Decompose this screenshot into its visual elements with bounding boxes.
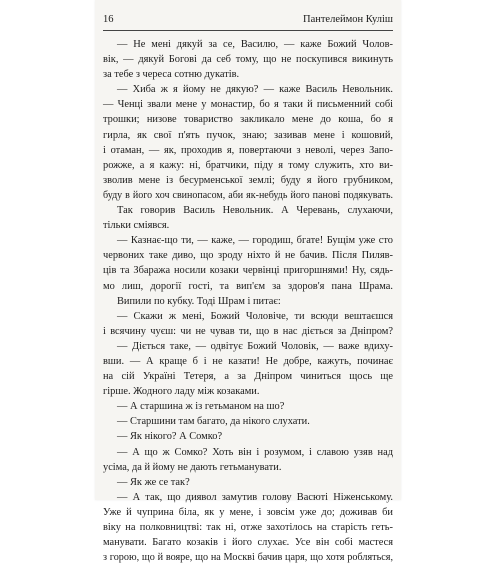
text-line: вік, — дякуй Богові да себ тому, що не поскупився викинуть (103, 54, 393, 66)
text-line: віку на полковництві: так ні, отже захотілось на старість геть- (103, 522, 393, 533)
text-line: зволив мене із бесурменської землі; буду я його грубником, (103, 174, 393, 186)
text-line: буду в його хоч свинопасом, аби як-небудь його панові подякувать. (103, 189, 393, 201)
text-line: Так говорив Василь Невольник. А Черевань, слухаючи, (117, 205, 393, 217)
text-line: — Казнає-що ти, — каже, — городиш, бгате! Бущім уже сто (117, 235, 393, 247)
text-line: і всячину чуєш: чи не чував ти, що в нас діється за Дніпром? (103, 325, 393, 337)
text-line: Випили по кубку. Тоді Шрам і питає: (117, 295, 281, 307)
text-line: — Як нікого? А Сомко? (117, 431, 223, 443)
text-line: — Скажи ж мені, Божий Чоловіче, ти всюди вештаєшся (117, 310, 393, 322)
text-line: червоних таке диво, що зроду ніхто й не бачив. Після Пиляв- (103, 250, 393, 262)
text-line: гірше. Жодного ладу між козаками. (103, 386, 260, 398)
text-line: — А так, що диявол замутив голову Васюті Ніженському. (117, 491, 393, 503)
text-line: за тебе з череса сотню дукатів. (103, 69, 240, 81)
page-number: 16 (103, 14, 114, 25)
text-line: ців та Збаража носили козаки червінці пригоршнями! Ну, сядь- (103, 265, 393, 277)
text-line: — А старшина ж із гетьманом на шо? (117, 401, 285, 413)
page-body (103, 37, 393, 565)
text-line: і отаман, — як, проходив я, повертаючи з неволі, через Запо- (103, 144, 393, 156)
text-line: — Як же се так? (117, 476, 190, 488)
book-page (95, 0, 401, 564)
text-line: Уже й чуприна біла, як у мене, і зовсім уже до; доживав би (103, 506, 393, 518)
text-line: усіма, да й йому не дають гетьманувати. (103, 461, 282, 473)
text-line: з горою, що й вояре, що на Москві бачив царя, що хотя робляться, (103, 552, 393, 564)
text-line: — Старшини там багато, да нікого слухати. (117, 416, 310, 428)
text-line: тільки сміявся. (103, 220, 170, 232)
text-line: — Хиба ж я йому не дякую? — каже Василь Невольник. (117, 84, 393, 96)
text-line: манувати. Багато козаків і його слухає. Усе він собі мастеся (103, 537, 393, 549)
header-rule (103, 30, 393, 31)
text-line: гирла, як свої п'ять пучок, знаю; зазивав мене і кошовий, (103, 129, 393, 141)
text-line: — Не мені дякуй за се, Василю, — каже Божий Чолов- (117, 39, 393, 50)
text-line: — Діється таке, — одвітує Божий Чоловік, — важе вдиху- (117, 340, 393, 352)
text-line: рожже, а я кажу: ні, братчики, піду я тому служить, хто ви- (103, 159, 393, 171)
running-head (103, 14, 393, 28)
text-line: трошки; низове товариство закликало мене до коша, бо я (103, 114, 393, 126)
text-line: — А що ж Сомко? Хоть він і розумом, і славою узяв над (117, 446, 393, 458)
text-line: мо лиш, дорогії гості, та вип'єм за здоров'я пана Шрама. (103, 280, 393, 292)
text-line: на сій Україні Тетеря, а за Дніпром чиниться щось ще (103, 371, 393, 383)
text-line: вши. — А краще б і не казати! Не добре, кажуть, починає (103, 355, 393, 367)
text-line: — Ченці звали мене у монастир, бо я таки й письменний собі (103, 99, 393, 111)
author-name: Пантелеймон Куліш (302, 14, 393, 25)
